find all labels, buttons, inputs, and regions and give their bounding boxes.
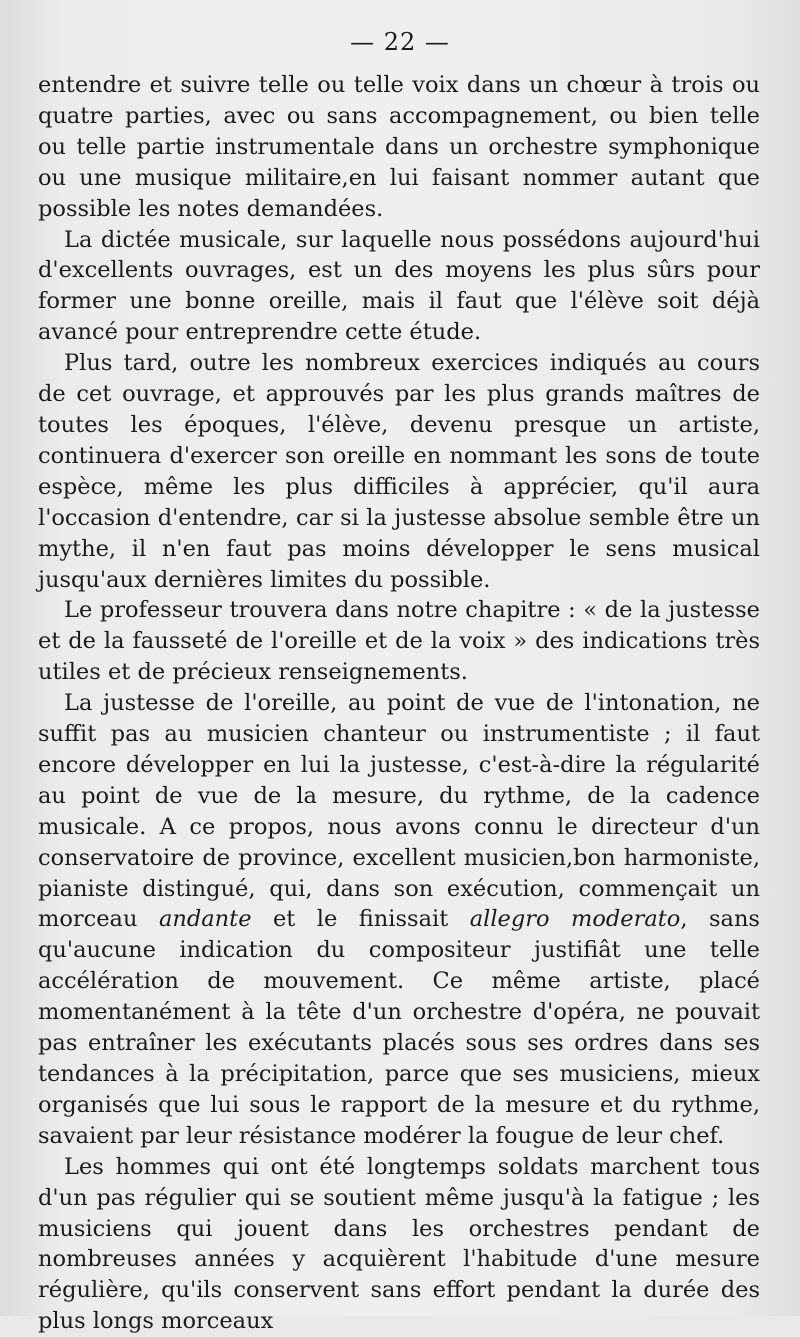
paragraph-text-part: La justesse de l'oreille, au point de vue de l'intonation, ne suffit pas au musicien chanteur ou instrumentiste ; il faut encore développer en lui la justesse, c'est-à-dire la régularité au point de vue de la mesure, du rythme, de la cadence musicale. A ce propos, nous avons connu le directeur d'un conservatoire de province, excellent musicien,bon harmoniste, pianiste distingué, qui, dans son exécution, commençait un morceau (38, 690, 760, 933)
body-text (38, 70, 760, 1337)
paragraph-continuation: entendre et suivre telle ou telle voix dans un chœur à trois ou quatre parties, avec ou sans accompagnement, ou bien telle ou telle partie instrumentale dans un orchestre symphonique ou une musique militaire,en lui faisant nommer autant que possible les notes demandées. (38, 72, 760, 222)
paragraph-text-part: et le finissait (251, 906, 470, 933)
paragraph-justesse-oreille (38, 688, 760, 1152)
paragraph-soldats: Les hommes qui ont été longtemps soldats marchent tous d'un pas régulier qui se soutient même jusqu'à la fatigue ; les musiciens qui jouent dans les orchestres pendant de nombreuses années y acquièrent l'habitude d'une mesure régulière, qu'ils conservent sans effort pendant la durée des plus longs morceaux (38, 1153, 760, 1335)
paragraph-plus-tard: Plus tard, outre les nombreux exercices indiqués au cours de cet ouvrage, et approuvés par les plus grands maîtres de toutes les époques, l'élève, devenu presque un artiste, continuera d'exercer son oreille en nommant les sons de toute espèce, même les plus difficiles à apprécier, qu'il aura l'occasion d'entendre, car si la justesse absolue semble être un mythe, il n'en faut pas moins développer le sens musical jusqu'aux dernières limites du possible. (38, 350, 760, 593)
italic-term-allegro-moderato: allegro moderato (469, 906, 681, 933)
paragraph-dictee-musicale: La dictée musicale, sur laquelle nous possédons aujourd'hui d'excellents ouvrages, est un des moyens les plus sûrs pour former une bonne oreille, mais il faut que l'élève soit déjà avancé pour entreprendre cette étude. (38, 226, 760, 346)
page-number: — 22 — (350, 28, 450, 56)
paragraph-professeur: Le professeur trouvera dans notre chapitre : « de la justesse et de la fausseté de l'oreille et de la voix » des indications très utiles et de précieux renseignements. (38, 597, 760, 686)
italic-term-andante: andante (158, 906, 252, 933)
paragraph-text-part: , sans qu'aucune indication du compositeur justifiât une telle accélération de mouvement. Ce même artiste, placé momentanément à la tête d'un orchestre d'opéra, ne pouvait pas entraîner les exécutants placés sous ses ordres dans ses tendances à la précipitation, parce que ses musiciens, mieux organisés que lui sous le rapport de la mesure et du rythme, savaient par leur résistance modérer la fougue de leur chef. (38, 906, 760, 1149)
